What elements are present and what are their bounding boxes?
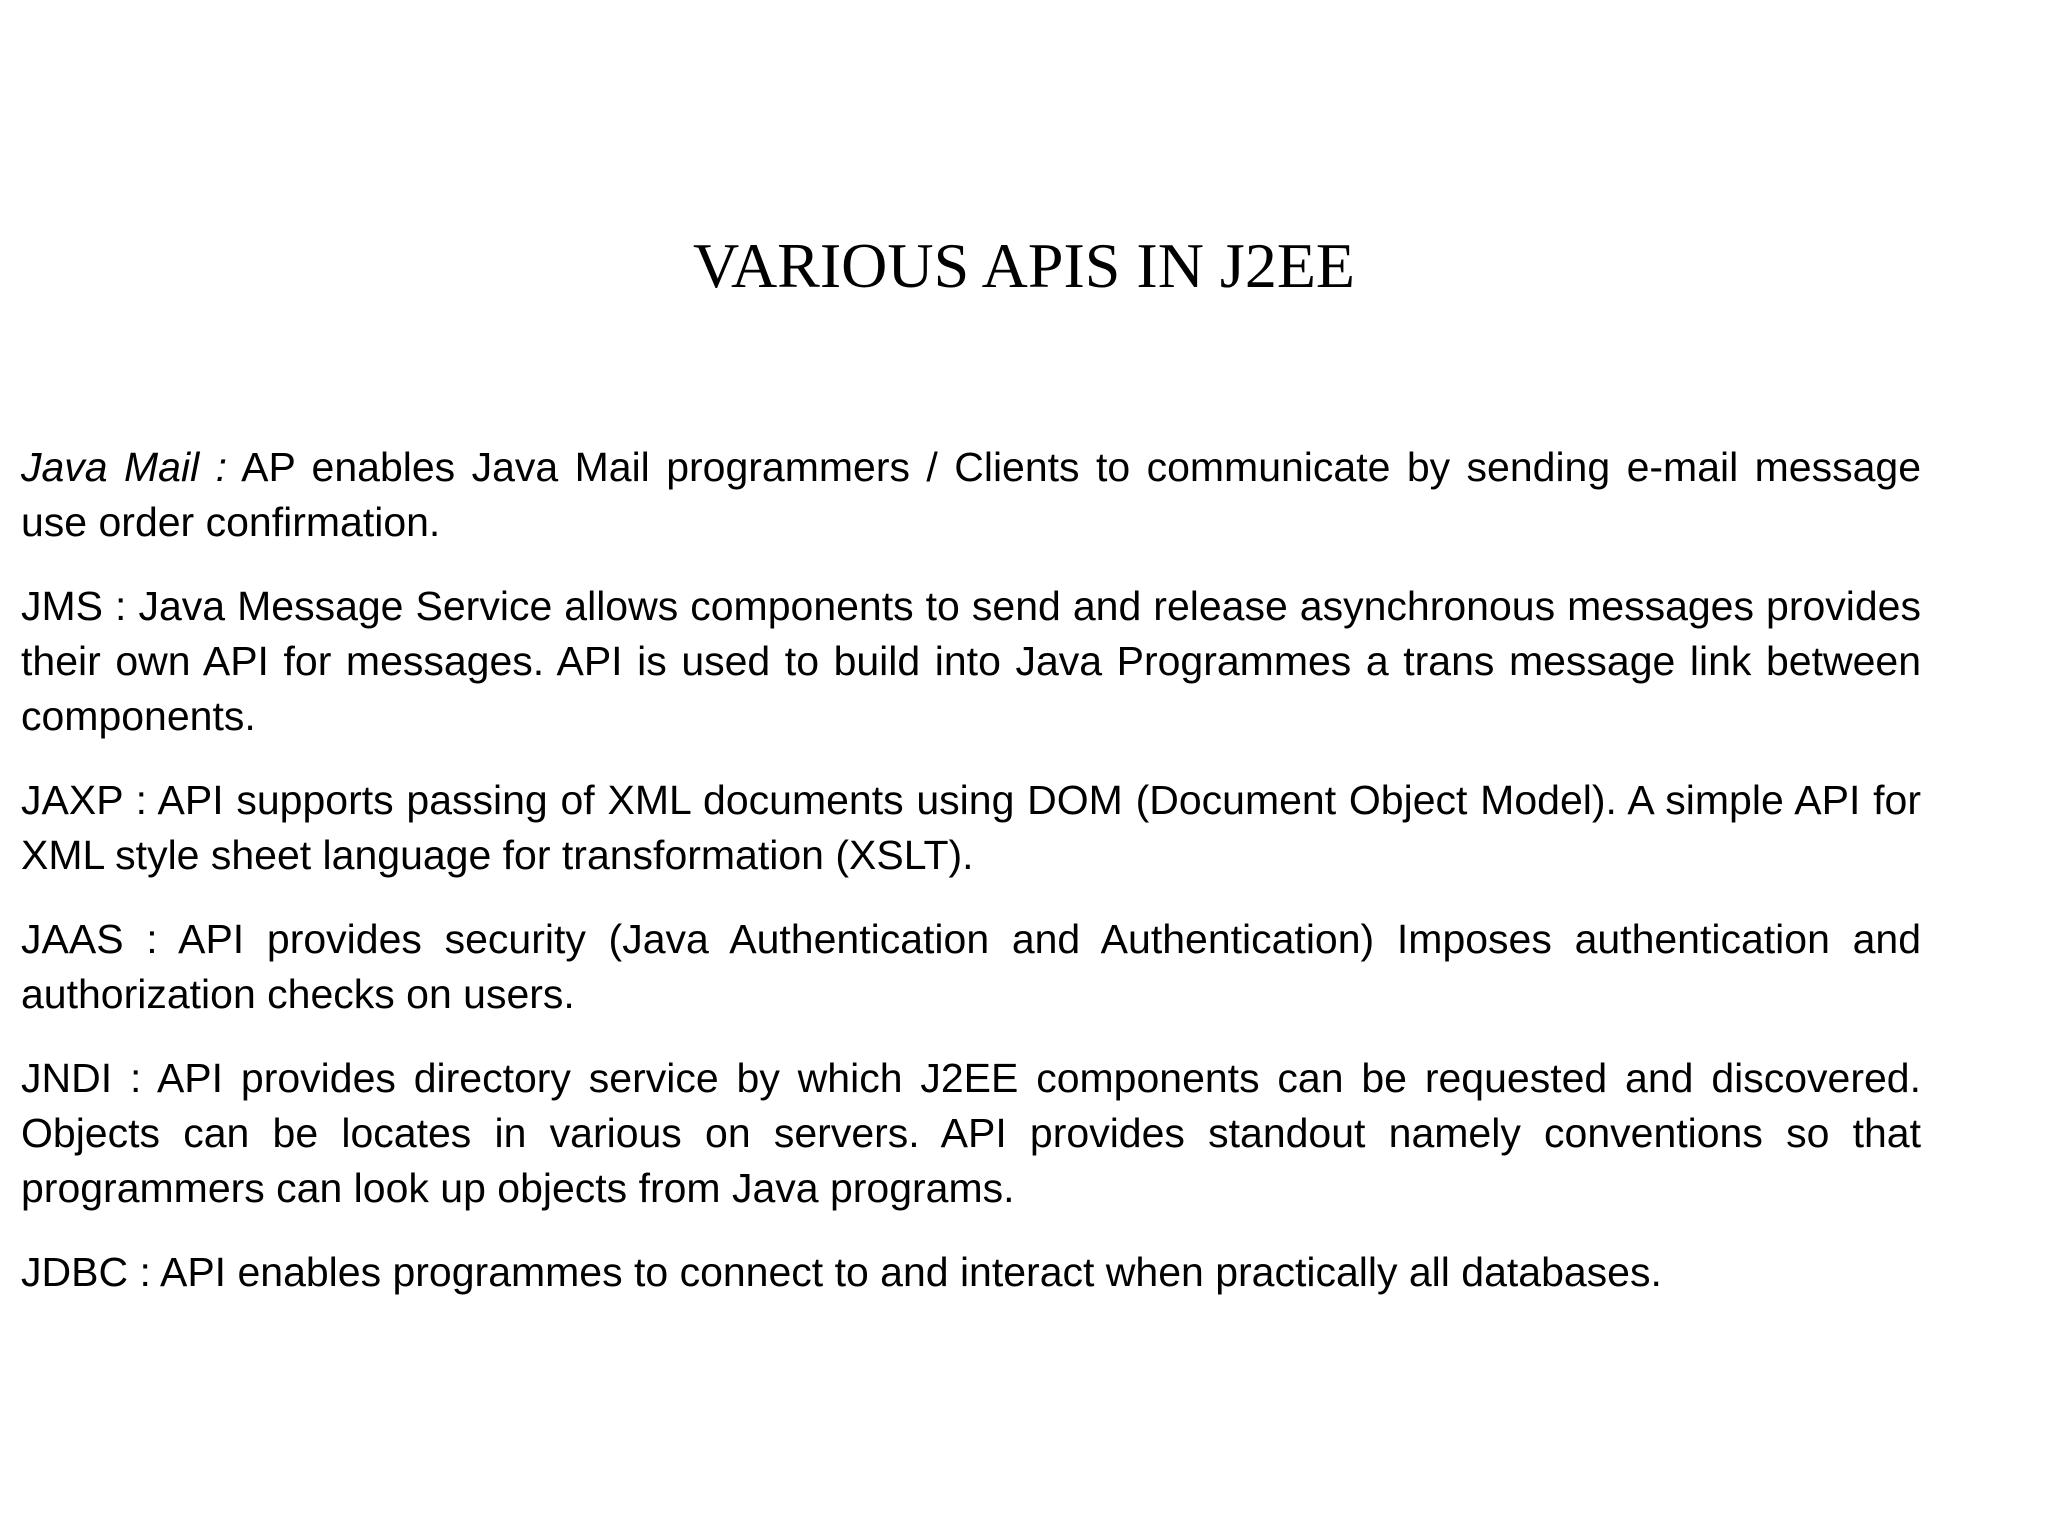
entry-text: API enables programmes to connect to and interact when practically all databases. — [150, 1249, 1662, 1295]
entry-java-mail — [21, 440, 1921, 550]
entry-text: API supports passing of XML documents using DOM (Document Object Model). A simple API for XML style sheet language for transformation (XSLT). — [21, 777, 1921, 878]
entry-text: API provides security (Java Authentication and Authentication) Imposes authentication and authorization checks on users. — [21, 916, 1921, 1017]
entry-text: Java Message Service allows components to send and release asynchronous messages provides their own API for messages. API is used to build into Java Programmes a trans message link between components. — [21, 583, 1921, 739]
api-list — [21, 440, 1921, 1329]
entry-text: API provides directory service by which J2EE components can be requested and discovered. Objects can be locates in various on servers. API provides standout namely conventions so that programmers can look up objects from Java programs. — [21, 1055, 1921, 1211]
entry-term: JNDI : — [21, 1055, 142, 1101]
entry-text: AP enables Java Mail programmers / Clients to communicate by sending e-mail message use order confirmation. — [21, 444, 1921, 545]
entry-term: JDBC : — [21, 1249, 151, 1295]
entry-jdbc — [21, 1245, 1921, 1300]
entry-term: Java Mail : — [21, 444, 228, 490]
page-title: VARIOUS APIS IN J2EE — [692, 230, 1356, 301]
entry-term: JAXP : — [21, 777, 147, 823]
entry-jms — [21, 579, 1921, 744]
entry-term: JMS : — [21, 583, 127, 629]
entry-term: JAAS : — [21, 916, 158, 962]
entry-jndi — [21, 1051, 1921, 1216]
entry-jaxp — [21, 773, 1921, 883]
entry-jaas — [21, 912, 1921, 1022]
